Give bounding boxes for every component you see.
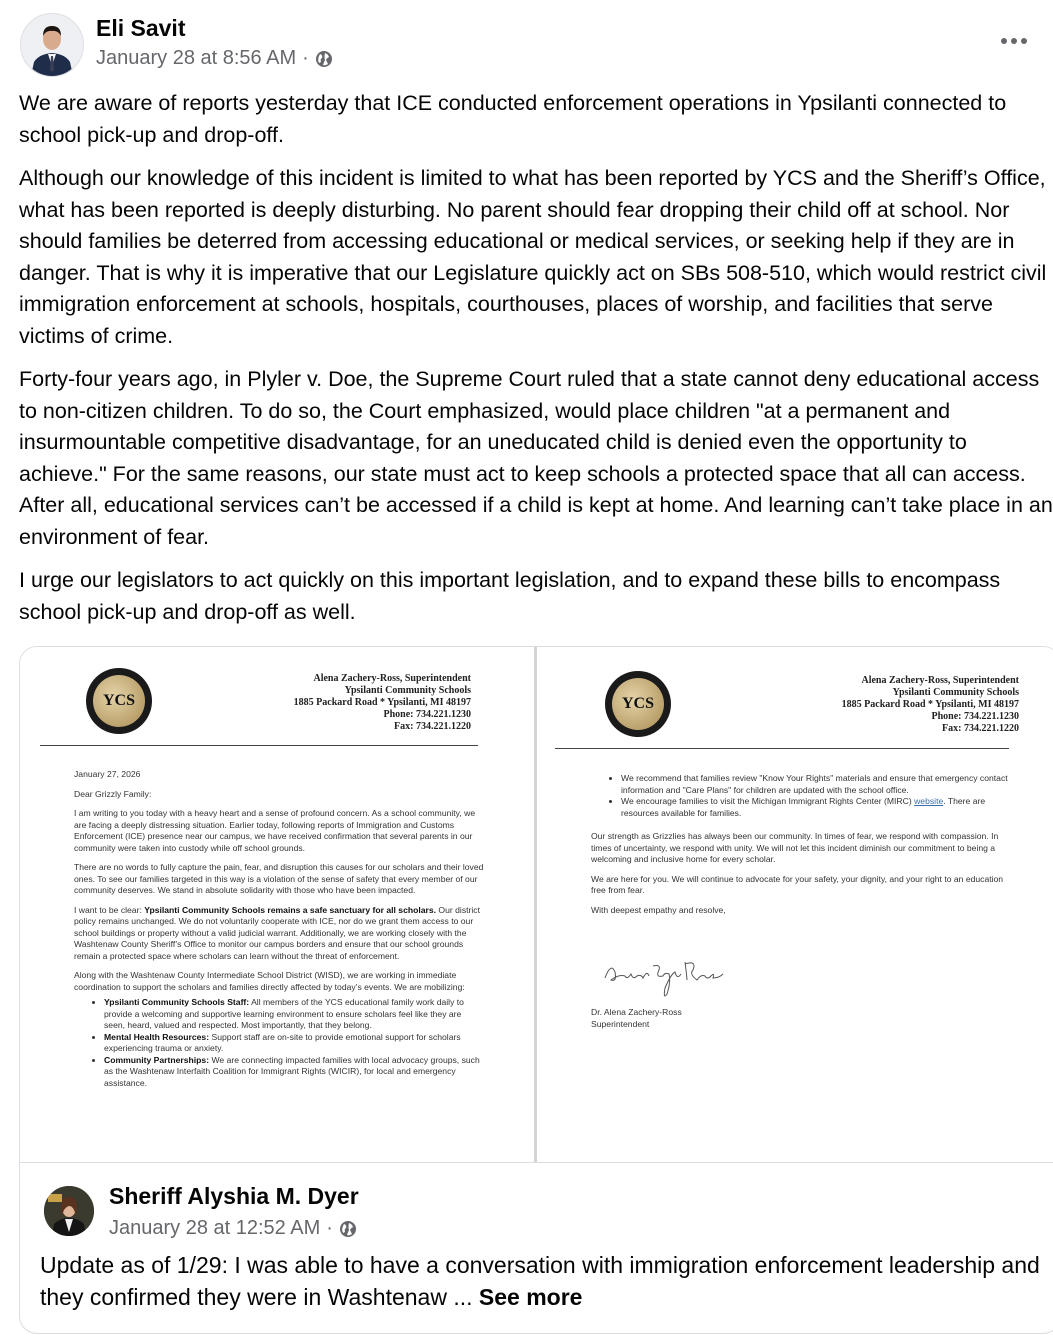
letterhead-line: Phone: 734.221.1230 (931, 711, 1019, 722)
letterhead-line: Ypsilanti Community Schools (892, 687, 1019, 698)
shared-author-avatar[interactable] (44, 1186, 94, 1236)
ycs-seal-logo (86, 668, 152, 734)
author-name[interactable]: Eli Savit (96, 15, 186, 41)
bullet-text: Support staff are on-site to provide emotional support for scholars experiencing trauma or anxiety. (104, 1031, 461, 1053)
shared-post-text (40, 1250, 1040, 1313)
letterhead-line: Alena Zachery-Ross, Superintendent (861, 675, 1019, 686)
bullet-title: Community Partnerships: (104, 1054, 210, 1065)
letterhead-line: Phone: 734.221.1230 (383, 709, 471, 720)
signer-name: Dr. Alena Zachery-Ross (591, 1007, 682, 1017)
letter-paragraph: I am writing to you today with a heavy heart and a sense of profound concern. As a school community, we are facing a deeply distressing situation. Earlier today, following reports of Immigration and Customs Enforcement (ICE) presence near our campus, we have received confirmation that several parents in our community were taken into custody while off school grounds. (74, 808, 476, 853)
letter-body (74, 769, 484, 1089)
letter-paragraph: Our strength as Grizzlies has always been our community. In times of fear, we respond with compassion. In times of uncertainty, we respond with unity. We will not let this incident diminish our commitment to being a welcoming and inclusive home for every scholar. (591, 831, 999, 864)
letter-paragraph: Along with the Washtenaw County Intermediate School District (WISD), we are working in immediate coordination to support the scholars and families directly affected by today’s events. We are mobilizing: (74, 970, 465, 992)
globe-icon (339, 1220, 357, 1238)
ellipsis-icon-dot (1001, 38, 1007, 44)
letter-page-1[interactable] (20, 647, 537, 1162)
seal-text: YCS (612, 678, 664, 730)
bullet-text: We are connecting impacted families with local advocacy groups, such as the Washtenaw Interfaith Coalition for Immigrant Rights (WICIR), for local and emergency assistance. (104, 1054, 480, 1088)
letter-bullet (104, 1032, 484, 1055)
person-photo-icon (21, 14, 83, 76)
signer-block (591, 1007, 891, 1030)
letter-bullet (104, 1055, 484, 1090)
post-paragraph: Forty-four years ago, in Plyler v. Doe, the Supreme Court ruled that a state cannot deny educational access to non-citizen children. To do so, the Court emphasized, would place children "at a permanent and insurmountable competitive disadvantage, for an uneducated child is denied even the opportunity to achieve." For the same reasons, our state must act to keep schools a protected space that all can access. After all, educational services can’t be accessed if a child is kept at home. And learning can’t take place in an environment of fear. (19, 367, 1053, 549)
letterhead (719, 675, 1019, 735)
letter-bold-text: Ypsilanti Community Schools remains a safe sanctuary for all scholars. (144, 904, 437, 915)
letterhead-line: Fax: 734.221.1220 (394, 721, 471, 732)
letter-images[interactable] (20, 647, 1053, 1163)
letter-page-2[interactable] (539, 647, 1053, 1162)
signature-image (601, 952, 731, 1002)
letter-body (591, 773, 1015, 924)
bullet-text: We encourage families to visit the Michigan Immigrant Rights Center (MIRC) (621, 796, 915, 806)
letter-paragraph: There are no words to fully capture the pain, fear, and disruption this causes for our scholars and their loved ones. To see our families targeted in this way is a violation of the sense of safety that every member of our community deserves. We stand in absolute solidarity with those who have been impacted. (74, 862, 484, 895)
shared-post-card[interactable] (19, 646, 1053, 1334)
letterhead-line: Fax: 734.221.1220 (942, 723, 1019, 734)
letter-text: Our district policy remains unchanged. We do not voluntarily cooperate with ICE, nor do we grant them access to our school buildings or property without a valid judicial warrant. Additionally, we are working closely with the Washtenaw County Sheriff’s Office to monitor our campus borders and ensure that our school grounds remain a protected space where scholars can learn without the threat of enforcement. (74, 904, 480, 961)
letter-bullet: • We recommend that families review "Know Your Rights" materials and ensure that emergency contact information and "Care Plans" for children are updated with the school office. (621, 773, 1015, 796)
post-body (19, 88, 1053, 640)
more-options-button[interactable] (994, 29, 1034, 53)
letterhead-line: 1885 Packard Road * Ypsilanti, MI 48197 (293, 697, 471, 708)
globe-icon (315, 50, 333, 68)
shared-post-timestamp[interactable]: January 28 at 12:52 AM (109, 1217, 321, 1239)
letter-closing: With deepest empathy and resolve, (591, 904, 726, 915)
letterhead-line: Ypsilanti Community Schools (344, 685, 471, 696)
meta-separator: · (302, 47, 309, 69)
letterhead (171, 673, 471, 733)
bullet-title: Mental Health Resources: (104, 1031, 210, 1042)
bullet-text: . There are resources available for families. (621, 796, 986, 818)
post-paragraph: We are aware of reports yesterday that ICE conducted enforcement operations in Ypsilanti connected to school pick-up and drop-off. (19, 91, 1007, 147)
post-header (20, 13, 1040, 77)
author-avatar[interactable] (20, 13, 84, 77)
letterhead-line: Alena Zachery-Ross, Superintendent (313, 673, 471, 684)
letterhead-divider (40, 745, 478, 746)
mirc-website-link[interactable]: website (914, 796, 944, 806)
see-more-link[interactable]: See more (478, 1283, 583, 1310)
letter-salutation: Dear Grizzly Family: (74, 788, 152, 799)
letterhead-line: 1885 Packard Road * Ypsilanti, MI 48197 (841, 699, 1019, 710)
letter-bullet (104, 997, 484, 1032)
letter-bullet-list (591, 773, 1015, 819)
post-paragraph: I urge our legislators to act quickly on this important legislation, and to expand these bills to encompass school pick-up and drop-off as well. (19, 568, 1001, 624)
letterhead-divider (555, 748, 1009, 749)
letter-bullet-list (74, 997, 484, 1089)
post-paragraph: Although our knowledge of this incident is limited to what has been reported by YCS and the Sheriff’s Office, what has been reported is deeply disturbing. No parent should fear dropping their child off at school. Nor should families be deterred from accessing educational or medical services, or seeking help if they are in danger. That is why it is imperative that our Legislature quickly act on SBs 508-510, which would restrict civil immigration enforcement at schools, hospitals, courthouses, places of worship, and facilities that serve victims of crime. (19, 166, 1047, 348)
bullet-title: Ypsilanti Community Schools Staff: (104, 997, 250, 1007)
letter-paragraph: We are here for you. We will continue to advocate for your safety, your dignity, and your right to an education free from fear. (591, 873, 1004, 895)
bullet-text: All members of the YCS educational family work daily to provide a welcoming and supportive learning environment to ensure scholars feel like they are seen, heard, valued and respected. Most importantly, that they belong. (104, 997, 464, 1030)
letter-date: January 27, 2026 (74, 769, 141, 779)
signer-title: Superintendent (591, 1018, 650, 1029)
ellipsis-icon-dot (1011, 38, 1017, 44)
letter-text: I want to be clear: (74, 904, 145, 915)
shared-author-name[interactable]: Sheriff Alyshia M. Dyer (109, 1183, 359, 1209)
post-timestamp[interactable]: January 28 at 8:56 AM (96, 47, 297, 69)
shared-post-excerpt: Update as of 1/29: I was able to have a conversation with immigration enforcement leadership and they confirmed they were in Washtenaw ... (40, 1252, 1040, 1310)
letter-paragraph (74, 905, 484, 963)
post-meta (96, 47, 333, 70)
ellipsis-icon-dot (1021, 38, 1027, 44)
shared-post[interactable] (20, 1163, 1053, 1333)
letter-bullet (621, 796, 1015, 819)
ycs-seal-logo (605, 671, 671, 737)
shared-post-meta (109, 1217, 357, 1240)
person-photo-icon (44, 1186, 94, 1236)
seal-text: YCS (93, 675, 145, 727)
meta-separator: · (326, 1217, 333, 1239)
